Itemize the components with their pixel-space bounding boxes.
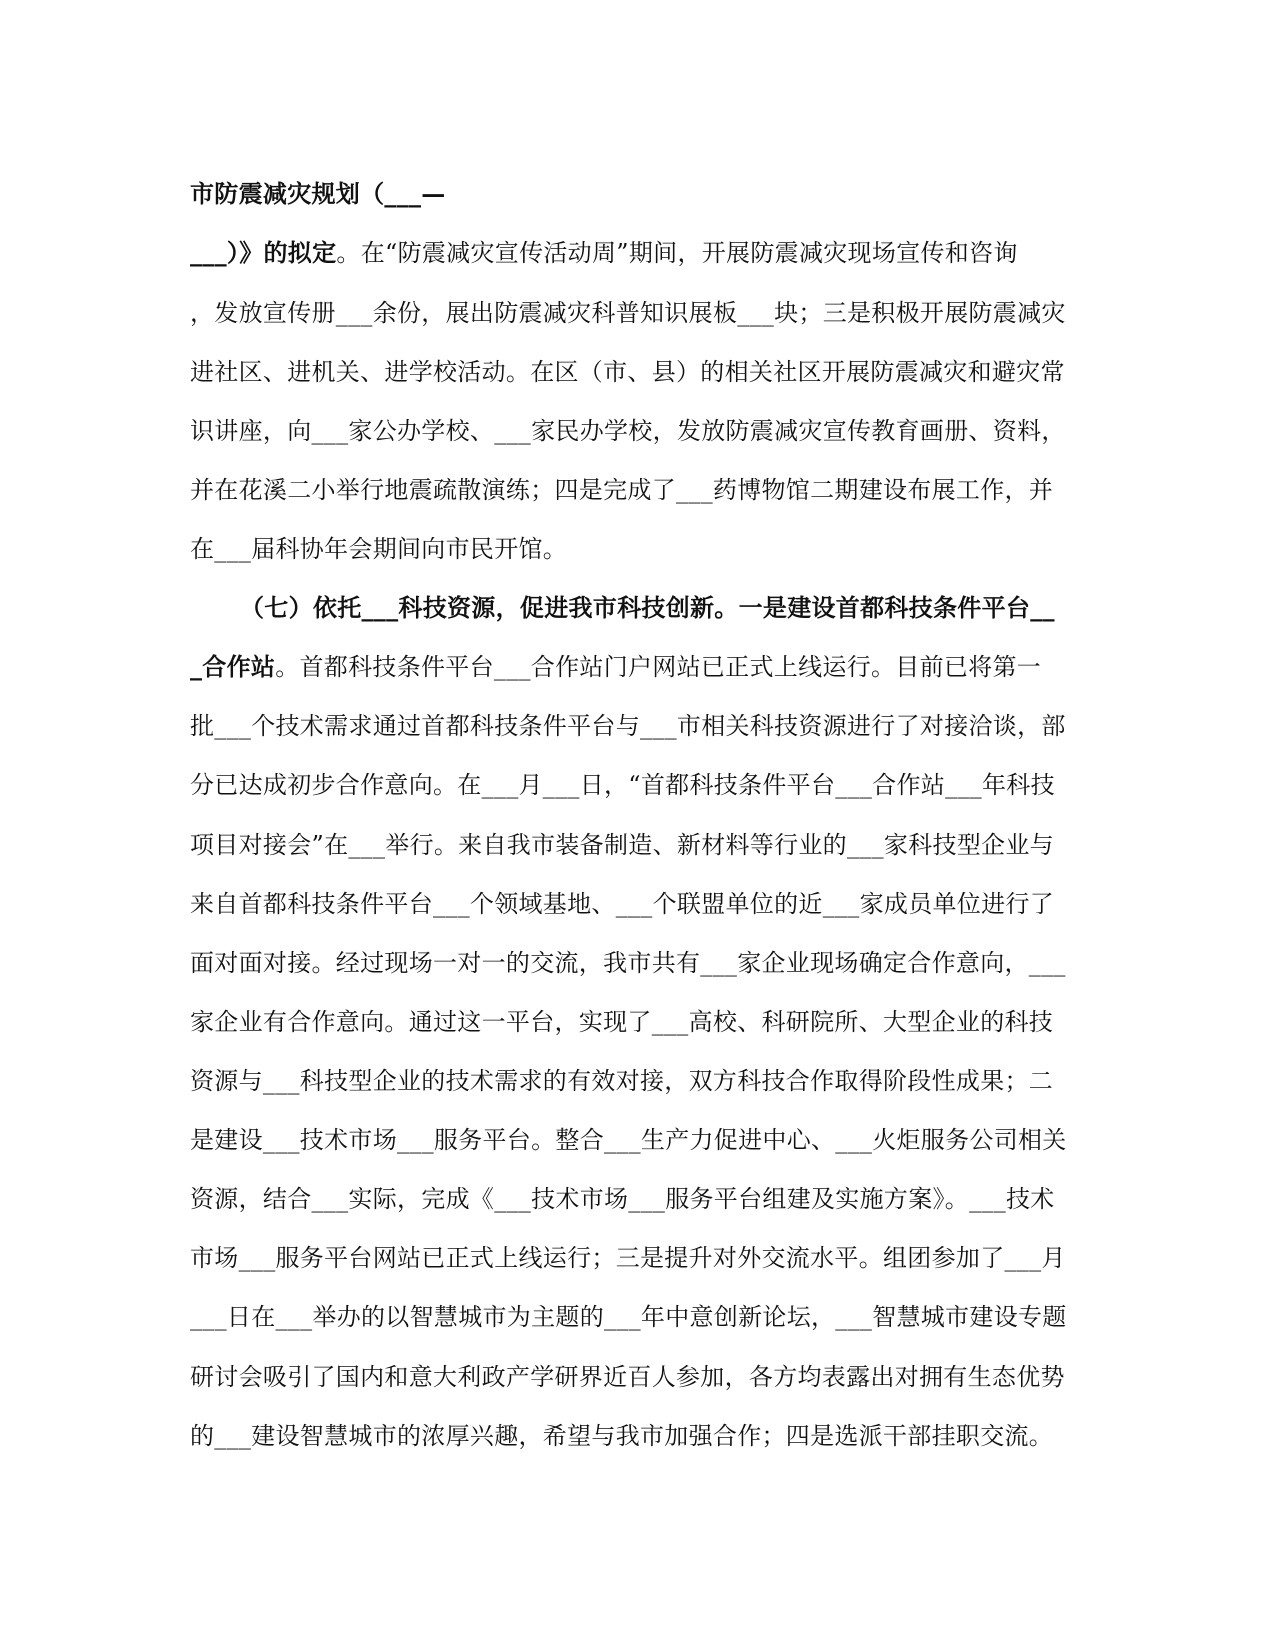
text-line xyxy=(190,179,446,209)
text-line xyxy=(190,948,1066,978)
text-run: 。在“防震减灾宣传活动周”期间，开展防震减灾现场宣传和咨询 xyxy=(336,239,1018,267)
text-line xyxy=(190,298,1066,328)
text-line xyxy=(190,1184,1055,1214)
text-line xyxy=(190,770,1055,800)
text-run: 的___建设智慧城市的浓厚兴趣，希望与我市加强合作；四是选派干部挂职交流。 xyxy=(190,1422,1054,1450)
text-line xyxy=(190,830,1054,860)
text-run: 研讨会吸引了国内和意大利政产学研界近百人参加，各方均表露出对拥有生态优势 xyxy=(190,1363,1065,1391)
text-line xyxy=(190,238,1018,268)
text-line xyxy=(190,475,1053,505)
text-run: 在___届科协年会期间向市民开馆。 xyxy=(190,535,568,563)
text-line xyxy=(190,652,1041,682)
text-run: 并在花溪二小举行地震疏散演练；四是完成了___药博物馆二期建设布展工作，并 xyxy=(190,476,1054,504)
text-run: 项目对接会”在___举行。来自我市装备制造、新材料等行业的___家科技型企业与 xyxy=(190,831,1054,859)
text-run: 分已达成初步合作意向。在___月___日，“首都科技条件平台___合作站___年科技 xyxy=(190,771,1055,799)
text-line xyxy=(190,416,1066,446)
text-run: 是建设___技术市场___服务平台。整合___生产力促进中心、___火炬服务公司相关 xyxy=(190,1126,1067,1154)
text-run: 。首都科技条件平台___合作站门户网站已正式上线运行。目前已将第一 xyxy=(275,653,1042,681)
text-line xyxy=(190,1125,1067,1155)
text-line xyxy=(190,889,1054,919)
section-heading-line xyxy=(240,593,1055,623)
text-run: ，发放宣传册___余份，展出防震减灾科普知识展板___块；三是积极开展防震减灾 xyxy=(190,299,1066,327)
text-line xyxy=(190,1302,1067,1332)
text-line xyxy=(190,1066,1053,1096)
text-run: 市防震减灾规划（___— xyxy=(190,179,446,208)
text-line xyxy=(190,1007,1053,1037)
text-run: 面对面对接。经过现场一对一的交流，我市共有___家企业现场确定合作意向，___ xyxy=(190,949,1066,977)
text-run: ___）》的拟定 xyxy=(190,238,337,267)
text-run: 资源与___科技型企业的技术需求的有效对接，双方科技合作取得阶段性成果；二 xyxy=(190,1067,1054,1095)
text-line xyxy=(190,1421,1053,1451)
text-line xyxy=(190,534,567,564)
text-run: 来自首都科技条件平台___个领域基地、___个联盟单位的近___家成员单位进行了 xyxy=(190,890,1054,918)
text-run: ___日在___举办的以智慧城市为主题的___年中意创新论坛，___智慧城市建设专题 xyxy=(190,1303,1067,1331)
text-line xyxy=(190,357,1065,387)
text-line xyxy=(190,1362,1065,1392)
text-run: 市场___服务平台网站已正式上线运行；三是提升对外交流水平。组团参加了___月 xyxy=(190,1244,1066,1272)
text-run: 进社区、进机关、进学校活动。在区（市、县）的相关社区开展防震减灾和避灾常 xyxy=(190,358,1065,386)
text-line xyxy=(190,711,1066,741)
text-line xyxy=(190,1243,1066,1273)
text-run: 资源，结合___实际，完成《___技术市场___服务平台组建及实施方案》。___技术 xyxy=(190,1185,1055,1213)
text-run: （七）依托___科技资源，促进我市科技创新。一是建设首都科技条件平台__ xyxy=(240,593,1055,622)
text-run: 批___个技术需求通过首都科技条件平台与___市相关科技资源进行了对接洽谈，部 xyxy=(190,712,1066,740)
text-run: _合作站 xyxy=(190,652,276,681)
text-run: 家企业有合作意向。通过这一平台，实现了___高校、科研院所、大型企业的科技 xyxy=(190,1008,1054,1036)
text-run: 识讲座，向___家公办学校、___家民办学校，发放防震减灾宣传教育画册、资料， xyxy=(190,417,1066,445)
